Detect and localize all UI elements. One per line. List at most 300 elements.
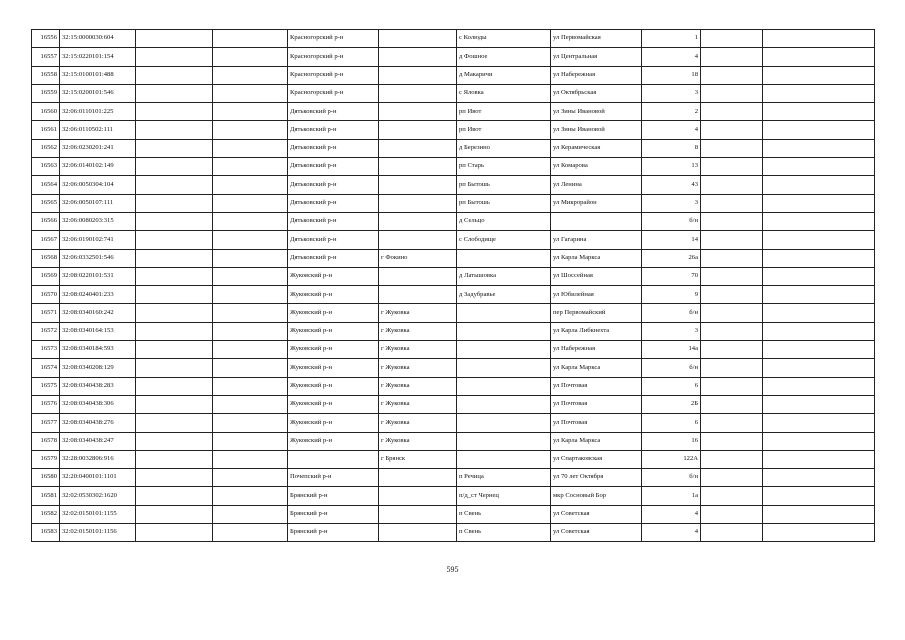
cadastral-number-cell: 32:08:0220101:531: [60, 267, 136, 285]
table-row: [32, 524, 875, 542]
district-cell: Брянский р-н: [288, 524, 379, 542]
district-cell: Красногорский р-н: [288, 66, 379, 84]
house-number-cell: 1: [642, 30, 701, 48]
city-cell: г Жуковка: [379, 359, 457, 377]
district-cell: Жуковский р-н: [288, 304, 379, 322]
empty-cell: [763, 194, 875, 212]
cadastral-number-cell: 32:08:0340438:283: [60, 377, 136, 395]
street-cell: ул Карла Маркса: [551, 359, 642, 377]
record-number-cell: 16577: [32, 414, 60, 432]
empty-cell: [213, 304, 288, 322]
settlement-cell: [457, 395, 551, 413]
cadastral-number-cell: 32:08:0340208:129: [60, 359, 136, 377]
empty-cell: [701, 450, 763, 468]
street-cell: ул Советская: [551, 524, 642, 542]
empty-cell: [701, 231, 763, 249]
empty-cell: [213, 414, 288, 432]
city-cell: [379, 121, 457, 139]
empty-cell: [701, 286, 763, 304]
settlement-cell: [457, 359, 551, 377]
street-cell: пер Первомайский: [551, 304, 642, 322]
empty-cell: [701, 66, 763, 84]
empty-cell: [701, 139, 763, 157]
cadastral-number-cell: 32:02:0150101:1156: [60, 524, 136, 542]
street-cell: ул Ленина: [551, 176, 642, 194]
cadastral-number-cell: 32:06:0050304:104: [60, 176, 136, 194]
district-cell: Жуковский р-н: [288, 267, 379, 285]
empty-cell: [701, 212, 763, 230]
cadastral-number-cell: 32:06:0110502:111: [60, 121, 136, 139]
district-cell: Красногорский р-н: [288, 30, 379, 48]
settlement-cell: п Свень: [457, 505, 551, 523]
street-cell: ул Центральная: [551, 48, 642, 66]
record-number-cell: 16565: [32, 194, 60, 212]
house-number-cell: б/н: [642, 212, 701, 230]
house-number-cell: 2Б: [642, 395, 701, 413]
settlement-cell: [457, 304, 551, 322]
district-cell: Жуковский р-н: [288, 359, 379, 377]
empty-cell: [763, 66, 875, 84]
cadastral-number-cell: 32:06:0230201:241: [60, 139, 136, 157]
district-cell: Брянский р-н: [288, 487, 379, 505]
settlement-cell: рп Бытошь: [457, 194, 551, 212]
empty-cell: [136, 322, 213, 340]
cadastral-number-cell: 32:06:0190102:741: [60, 231, 136, 249]
house-number-cell: 3: [642, 322, 701, 340]
empty-cell: [213, 176, 288, 194]
city-cell: [379, 469, 457, 487]
city-cell: [379, 487, 457, 505]
empty-cell: [136, 414, 213, 432]
settlement-cell: с Слободище: [457, 231, 551, 249]
house-number-cell: 43: [642, 176, 701, 194]
house-number-cell: 1а: [642, 487, 701, 505]
empty-cell: [213, 395, 288, 413]
empty-cell: [136, 103, 213, 121]
record-number-cell: 16575: [32, 377, 60, 395]
street-cell: ул Юбилейная: [551, 286, 642, 304]
cadastral-number-cell: 32:06:0080203:315: [60, 212, 136, 230]
district-cell: Жуковский р-н: [288, 286, 379, 304]
empty-cell: [136, 487, 213, 505]
street-cell: ул Спартаковская: [551, 450, 642, 468]
settlement-cell: д Задубравье: [457, 286, 551, 304]
house-number-cell: 26а: [642, 249, 701, 267]
house-number-cell: 18: [642, 66, 701, 84]
empty-cell: [136, 48, 213, 66]
house-number-cell: 4: [642, 121, 701, 139]
record-number-cell: 16579: [32, 450, 60, 468]
empty-cell: [136, 121, 213, 139]
empty-cell: [701, 103, 763, 121]
empty-cell: [213, 524, 288, 542]
table-row: [32, 84, 875, 102]
empty-cell: [213, 249, 288, 267]
table-row: [32, 139, 875, 157]
empty-cell: [136, 432, 213, 450]
street-cell: ул Гагарина: [551, 231, 642, 249]
empty-cell: [763, 84, 875, 102]
cadastral-number-cell: 32:06:0110101:225: [60, 103, 136, 121]
settlement-cell: д Латышовка: [457, 267, 551, 285]
table-row: [32, 487, 875, 505]
empty-cell: [213, 377, 288, 395]
city-cell: [379, 231, 457, 249]
district-cell: Дятьковский р-н: [288, 194, 379, 212]
empty-cell: [701, 505, 763, 523]
street-cell: ул Комарова: [551, 158, 642, 176]
cadastral-number-cell: 32:02:0150101:1155: [60, 505, 136, 523]
empty-cell: [213, 103, 288, 121]
empty-cell: [136, 194, 213, 212]
empty-cell: [701, 469, 763, 487]
empty-cell: [213, 231, 288, 249]
empty-cell: [763, 359, 875, 377]
empty-cell: [701, 487, 763, 505]
empty-cell: [136, 505, 213, 523]
empty-cell: [136, 524, 213, 542]
house-number-cell: 14: [642, 231, 701, 249]
district-cell: Жуковский р-н: [288, 432, 379, 450]
cadastral-number-cell: 32:15:0100101:488: [60, 66, 136, 84]
street-cell: ул Зины Ивановой: [551, 121, 642, 139]
street-cell: ул Октябрьская: [551, 84, 642, 102]
street-cell: ул Советская: [551, 505, 642, 523]
table-row: [32, 450, 875, 468]
empty-cell: [213, 84, 288, 102]
record-number-cell: 16567: [32, 231, 60, 249]
empty-cell: [213, 212, 288, 230]
empty-cell: [701, 84, 763, 102]
empty-cell: [213, 487, 288, 505]
empty-cell: [213, 359, 288, 377]
street-cell: ул Первомайская: [551, 30, 642, 48]
street-cell: ул Набережная: [551, 341, 642, 359]
table-row: [32, 231, 875, 249]
table-row: [32, 249, 875, 267]
city-cell: г Жуковка: [379, 414, 457, 432]
record-number-cell: 16568: [32, 249, 60, 267]
empty-cell: [213, 450, 288, 468]
street-cell: ул Карла Маркса: [551, 249, 642, 267]
empty-cell: [136, 66, 213, 84]
city-cell: [379, 267, 457, 285]
record-number-cell: 16574: [32, 359, 60, 377]
empty-cell: [213, 158, 288, 176]
table-row: [32, 194, 875, 212]
city-cell: г Жуковка: [379, 304, 457, 322]
empty-cell: [763, 505, 875, 523]
empty-cell: [701, 359, 763, 377]
table-row: [32, 414, 875, 432]
street-cell: ул Карла Либкнехта: [551, 322, 642, 340]
table-body: [32, 30, 875, 542]
table-row: [32, 212, 875, 230]
district-cell: Почепский р-н: [288, 469, 379, 487]
empty-cell: [763, 487, 875, 505]
record-number-cell: 16566: [32, 212, 60, 230]
house-number-cell: 6: [642, 377, 701, 395]
table-row: [32, 395, 875, 413]
cadastral-number-cell: 32:06:0332501:546: [60, 249, 136, 267]
empty-cell: [701, 194, 763, 212]
street-cell: ул Почтовая: [551, 377, 642, 395]
cadastral-number-cell: 32:08:0340438:276: [60, 414, 136, 432]
empty-cell: [701, 395, 763, 413]
district-cell: Дятьковский р-н: [288, 231, 379, 249]
empty-cell: [136, 212, 213, 230]
city-cell: [379, 286, 457, 304]
empty-cell: [213, 432, 288, 450]
cadastral-number-cell: 32:08:0340184:593: [60, 341, 136, 359]
settlement-cell: с Яловка: [457, 84, 551, 102]
city-cell: г Фокино: [379, 249, 457, 267]
house-number-cell: 6: [642, 414, 701, 432]
table-row: [32, 66, 875, 84]
settlement-cell: рп Ивот: [457, 121, 551, 139]
empty-cell: [213, 121, 288, 139]
empty-cell: [701, 48, 763, 66]
record-number-cell: 16572: [32, 322, 60, 340]
empty-cell: [763, 48, 875, 66]
street-cell: ул Зины Ивановой: [551, 103, 642, 121]
empty-cell: [763, 524, 875, 542]
district-cell: Жуковский р-н: [288, 395, 379, 413]
city-cell: г Жуковка: [379, 341, 457, 359]
cadastral-number-cell: 32:06:0140102:149: [60, 158, 136, 176]
empty-cell: [701, 432, 763, 450]
table-row: [32, 176, 875, 194]
record-number-cell: 16557: [32, 48, 60, 66]
empty-cell: [763, 322, 875, 340]
empty-cell: [213, 139, 288, 157]
settlement-cell: [457, 377, 551, 395]
cadastral-number-cell: 32:06:0050107:111: [60, 194, 136, 212]
house-number-cell: б/н: [642, 304, 701, 322]
street-cell: ул Микрорайон: [551, 194, 642, 212]
empty-cell: [213, 66, 288, 84]
district-cell: Дятьковский р-н: [288, 103, 379, 121]
settlement-cell: д Березино: [457, 139, 551, 157]
empty-cell: [136, 377, 213, 395]
empty-cell: [136, 139, 213, 157]
district-cell: Жуковский р-н: [288, 377, 379, 395]
settlement-cell: [457, 450, 551, 468]
empty-cell: [701, 341, 763, 359]
empty-cell: [763, 450, 875, 468]
cadastral-number-cell: 32:02:0530302:1620: [60, 487, 136, 505]
empty-cell: [136, 359, 213, 377]
empty-cell: [213, 194, 288, 212]
cadastral-number-cell: 32:15:0220101:154: [60, 48, 136, 66]
record-number-cell: 16578: [32, 432, 60, 450]
empty-cell: [136, 469, 213, 487]
empty-cell: [763, 267, 875, 285]
cadastral-number-cell: 32:08:0340164:153: [60, 322, 136, 340]
district-cell: [288, 450, 379, 468]
empty-cell: [136, 84, 213, 102]
house-number-cell: 4: [642, 524, 701, 542]
empty-cell: [213, 48, 288, 66]
district-cell: Дятьковский р-н: [288, 249, 379, 267]
record-number-cell: 16571: [32, 304, 60, 322]
empty-cell: [701, 30, 763, 48]
house-number-cell: 14а: [642, 341, 701, 359]
empty-cell: [136, 158, 213, 176]
empty-cell: [213, 286, 288, 304]
city-cell: г Брянск: [379, 450, 457, 468]
cadastral-number-cell: 32:08:0240401:233: [60, 286, 136, 304]
cadastral-number-cell: 32:20:0400101:1101: [60, 469, 136, 487]
street-cell: ул Шоссейная: [551, 267, 642, 285]
district-cell: Жуковский р-н: [288, 341, 379, 359]
table-row: [32, 267, 875, 285]
table-row: [32, 158, 875, 176]
district-cell: Дятьковский р-н: [288, 121, 379, 139]
empty-cell: [136, 267, 213, 285]
empty-cell: [136, 231, 213, 249]
empty-cell: [213, 341, 288, 359]
house-number-cell: 8: [642, 139, 701, 157]
empty-cell: [763, 103, 875, 121]
empty-cell: [701, 524, 763, 542]
settlement-cell: рп Старь: [457, 158, 551, 176]
city-cell: г Жуковка: [379, 322, 457, 340]
house-number-cell: 3: [642, 194, 701, 212]
record-number-cell: 16561: [32, 121, 60, 139]
city-cell: [379, 524, 457, 542]
street-cell: ул Почтовая: [551, 414, 642, 432]
house-number-cell: 4: [642, 48, 701, 66]
cadastral-number-cell: 32:08:0340438:247: [60, 432, 136, 450]
house-number-cell: 3: [642, 84, 701, 102]
record-number-cell: 16576: [32, 395, 60, 413]
record-number-cell: 16573: [32, 341, 60, 359]
empty-cell: [701, 322, 763, 340]
settlement-cell: [457, 341, 551, 359]
settlement-cell: д Макаричи: [457, 66, 551, 84]
empty-cell: [213, 505, 288, 523]
district-cell: Брянский р-н: [288, 505, 379, 523]
cadastral-number-cell: 32:28:0032806:916: [60, 450, 136, 468]
settlement-cell: [457, 432, 551, 450]
empty-cell: [136, 176, 213, 194]
city-cell: [379, 176, 457, 194]
house-number-cell: 70: [642, 267, 701, 285]
cadastral-number-cell: 32:15:0000030:604: [60, 30, 136, 48]
empty-cell: [136, 249, 213, 267]
empty-cell: [213, 469, 288, 487]
record-number-cell: 16562: [32, 139, 60, 157]
settlement-cell: п/д_ст Чернец: [457, 487, 551, 505]
empty-cell: [136, 30, 213, 48]
record-number-cell: 16570: [32, 286, 60, 304]
table-row: [32, 432, 875, 450]
empty-cell: [136, 286, 213, 304]
empty-cell: [136, 395, 213, 413]
settlement-cell: рп Ивот: [457, 103, 551, 121]
registry-table: [31, 29, 875, 542]
house-number-cell: 2: [642, 103, 701, 121]
empty-cell: [763, 176, 875, 194]
table-row: [32, 469, 875, 487]
empty-cell: [213, 30, 288, 48]
empty-cell: [763, 395, 875, 413]
city-cell: г Жуковка: [379, 377, 457, 395]
district-cell: Дятьковский р-н: [288, 139, 379, 157]
city-cell: г Жуковка: [379, 395, 457, 413]
district-cell: Дятьковский р-н: [288, 212, 379, 230]
district-cell: Дятьковский р-н: [288, 158, 379, 176]
empty-cell: [701, 267, 763, 285]
empty-cell: [763, 158, 875, 176]
empty-cell: [701, 249, 763, 267]
street-cell: ул Набережная: [551, 66, 642, 84]
house-number-cell: 4: [642, 505, 701, 523]
settlement-cell: [457, 249, 551, 267]
settlement-cell: рп Бытошь: [457, 176, 551, 194]
city-cell: [379, 103, 457, 121]
empty-cell: [763, 469, 875, 487]
house-number-cell: б/н: [642, 359, 701, 377]
cadastral-number-cell: 32:08:0340160:242: [60, 304, 136, 322]
empty-cell: [763, 212, 875, 230]
city-cell: [379, 66, 457, 84]
settlement-cell: п Речица: [457, 469, 551, 487]
street-cell: [551, 212, 642, 230]
empty-cell: [763, 304, 875, 322]
empty-cell: [763, 139, 875, 157]
record-number-cell: 16583: [32, 524, 60, 542]
settlement-cell: с Колюды: [457, 30, 551, 48]
empty-cell: [701, 121, 763, 139]
street-cell: ул Керамическая: [551, 139, 642, 157]
empty-cell: [701, 158, 763, 176]
record-number-cell: 16563: [32, 158, 60, 176]
settlement-cell: д Фошное: [457, 48, 551, 66]
record-number-cell: 16580: [32, 469, 60, 487]
table-row: [32, 505, 875, 523]
empty-cell: [763, 249, 875, 267]
table-row: [32, 359, 875, 377]
record-number-cell: 16569: [32, 267, 60, 285]
settlement-cell: [457, 414, 551, 432]
street-cell: ул Почтовая: [551, 395, 642, 413]
city-cell: [379, 30, 457, 48]
city-cell: [379, 139, 457, 157]
city-cell: [379, 84, 457, 102]
record-number-cell: 16558: [32, 66, 60, 84]
page-number: 595: [446, 565, 459, 574]
table-row: [32, 377, 875, 395]
settlement-cell: [457, 322, 551, 340]
empty-cell: [136, 304, 213, 322]
district-cell: Красногорский р-н: [288, 84, 379, 102]
district-cell: Жуковский р-н: [288, 322, 379, 340]
empty-cell: [763, 414, 875, 432]
record-number-cell: 16564: [32, 176, 60, 194]
city-cell: [379, 505, 457, 523]
empty-cell: [701, 304, 763, 322]
record-number-cell: 16556: [32, 30, 60, 48]
record-number-cell: 16581: [32, 487, 60, 505]
empty-cell: [763, 341, 875, 359]
empty-cell: [136, 341, 213, 359]
empty-cell: [701, 377, 763, 395]
empty-cell: [763, 30, 875, 48]
empty-cell: [763, 286, 875, 304]
table-row: [32, 322, 875, 340]
